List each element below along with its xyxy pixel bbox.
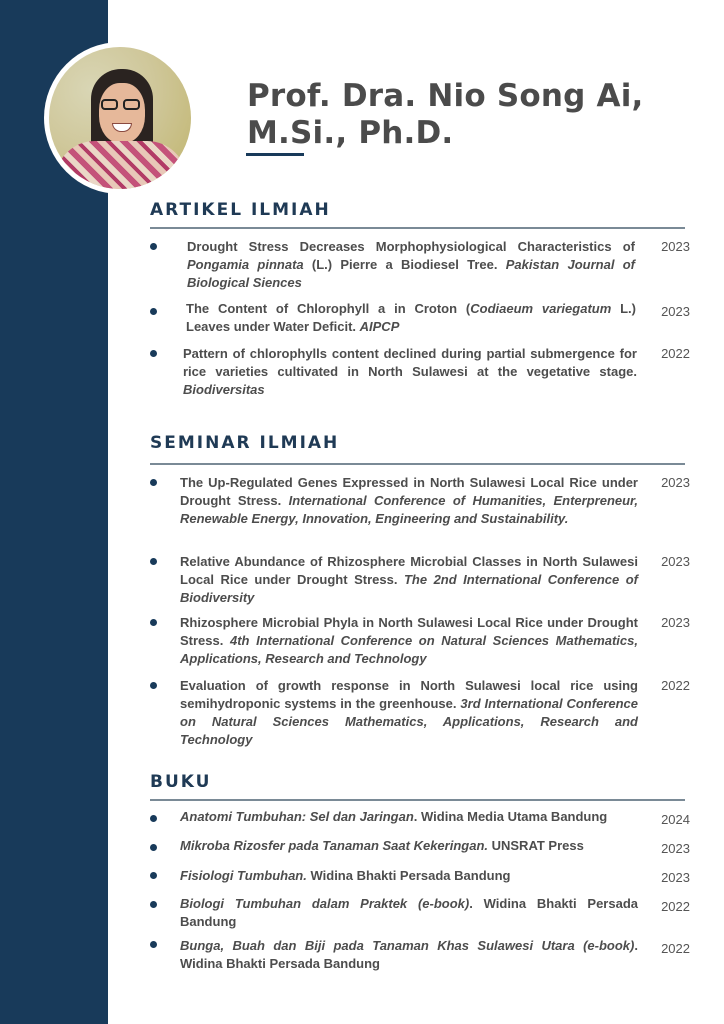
item-year: 2023 bbox=[661, 841, 690, 856]
list-item bbox=[150, 474, 690, 528]
italic-segment: 3rd International Conference on Natural Sciences Mathematics, Applications, Research and Technology bbox=[180, 696, 639, 747]
section-heading-buku: BUKU bbox=[150, 772, 212, 792]
section-divider bbox=[150, 227, 685, 229]
item-year: 2023 bbox=[661, 870, 690, 885]
italic-segment: Fisiologi Tumbuhan. bbox=[180, 868, 307, 883]
list-item bbox=[150, 677, 690, 749]
item-year: 2022 bbox=[661, 899, 690, 914]
italic-segment: 4th International Conference on Natural Sciences Mathematics, Applications, Research and Technology bbox=[180, 633, 638, 666]
bullet-icon bbox=[150, 558, 157, 565]
list-item bbox=[150, 937, 690, 973]
item-year: 2023 bbox=[661, 239, 690, 254]
item-year: 2023 bbox=[661, 475, 690, 490]
item-text bbox=[187, 238, 635, 292]
text-segment: . Widina Bhakti Persada Bandung bbox=[180, 896, 639, 929]
italic-segment: The 2nd International Conference of Biodiversity bbox=[180, 572, 638, 605]
italic-segment: Pakistan Journal of Biological Siences bbox=[187, 257, 635, 290]
item-text bbox=[180, 837, 640, 855]
item-year: 2023 bbox=[661, 554, 690, 569]
italic-segment: Codiaeum variegatum bbox=[470, 301, 612, 316]
bullet-icon bbox=[150, 308, 157, 315]
section-heading-artikel: ARTIKEL ILMIAH bbox=[150, 200, 331, 220]
bullet-icon bbox=[150, 619, 157, 626]
item-text bbox=[180, 553, 638, 607]
item-text bbox=[180, 614, 638, 668]
item-text bbox=[180, 895, 638, 931]
list-item bbox=[150, 238, 690, 292]
italic-segment: International Conference of Humanities, Enterpreneur, Renewable Energy, Innovation, Engineering and Sustainability. bbox=[180, 493, 639, 526]
text-segment: . Widina Media Utama Bandung bbox=[413, 809, 608, 824]
italic-segment: Anatomi Tumbuhan: Sel dan Jaringan bbox=[180, 809, 414, 824]
bullet-icon bbox=[150, 844, 157, 851]
item-text bbox=[186, 300, 636, 336]
bullet-icon bbox=[150, 901, 157, 908]
list-item bbox=[150, 345, 690, 399]
bullet-icon bbox=[150, 941, 157, 948]
item-year: 2024 bbox=[661, 812, 690, 827]
portrait-image bbox=[49, 47, 191, 189]
text-segment: Relative Abundance of Rhizosphere Microbial Classes in North Sulawesi Local Rice under Drought Stress. bbox=[180, 554, 638, 587]
bullet-icon bbox=[150, 872, 157, 879]
list-item bbox=[150, 808, 690, 828]
profile-photo bbox=[44, 42, 196, 194]
item-text bbox=[183, 345, 637, 399]
bullet-icon bbox=[150, 815, 157, 822]
page-title bbox=[247, 78, 644, 152]
bullet-icon bbox=[150, 243, 157, 250]
italic-segment: AIPCP bbox=[359, 319, 400, 334]
text-segment: Rhizosphere Microbial Phyla in North Sulawesi Local Rice under Drought Stress. bbox=[180, 615, 638, 648]
bullet-icon bbox=[150, 479, 157, 486]
text-segment: Widina Bhakti Persada Bandung bbox=[306, 868, 511, 883]
text-segment: UNSRAT Press bbox=[488, 838, 584, 853]
item-year: 2022 bbox=[661, 678, 690, 693]
item-text bbox=[180, 937, 638, 973]
section-divider bbox=[150, 799, 685, 801]
item-text bbox=[180, 867, 640, 885]
bullet-icon bbox=[150, 350, 157, 357]
item-year: 2023 bbox=[661, 615, 690, 630]
item-text bbox=[180, 808, 640, 826]
section-divider bbox=[150, 463, 685, 465]
text-segment: The Up-Regulated Genes Expressed in North Sulawesi Local Rice under Drought Stress. bbox=[180, 475, 638, 508]
title-underline bbox=[246, 153, 304, 156]
item-year: 2022 bbox=[661, 941, 690, 956]
text-segment: L.) Leaves under Water Deficit. bbox=[186, 301, 636, 334]
bullet-icon bbox=[150, 682, 157, 689]
list-item bbox=[150, 837, 690, 857]
italic-segment: Biologi Tumbuhan dalam Praktek (e-book) bbox=[180, 896, 470, 911]
name-line-1: Prof. Dra. Nio Song Ai, bbox=[247, 78, 644, 114]
text-segment: Pattern of chlorophylls content declined during partial submergence for rice varieties cultivated in North Sulawesi at the vegetative stage. bbox=[183, 346, 637, 379]
list-item bbox=[150, 300, 690, 336]
list-item bbox=[150, 553, 690, 607]
item-text bbox=[180, 474, 638, 528]
text-segment: The Content of Chlorophyll a in Croton ( bbox=[186, 301, 471, 316]
italic-segment: Pongamia pinnata bbox=[187, 257, 304, 272]
item-text bbox=[180, 677, 638, 749]
text-segment: Drought Stress Decreases Morphophysiological Characteristics of bbox=[187, 239, 635, 254]
text-segment: (L.) Pierre a Biodiesel Tree. bbox=[303, 257, 506, 272]
section-heading-seminar: SEMINAR ILMIAH bbox=[150, 433, 340, 453]
name-line-2: M.Si., Ph.D. bbox=[247, 115, 454, 151]
item-year: 2023 bbox=[661, 304, 690, 319]
list-item bbox=[150, 614, 690, 668]
text-segment: . Widina Bhakti Persada Bandung bbox=[180, 938, 638, 971]
text-segment: Evaluation of growth response in North Sulawesi local rice using semihydroponic systems in the greenhouse. bbox=[180, 678, 638, 711]
italic-segment: Mikroba Rizosfer pada Tanaman Saat Kekeringan. bbox=[180, 838, 488, 853]
list-item bbox=[150, 867, 690, 887]
list-item bbox=[150, 895, 690, 931]
italic-segment: Biodiversitas bbox=[183, 382, 265, 397]
italic-segment: Bunga, Buah dan Biji pada Tanaman Khas Sulawesi Utara (e-book) bbox=[180, 938, 635, 953]
item-year: 2022 bbox=[661, 346, 690, 361]
